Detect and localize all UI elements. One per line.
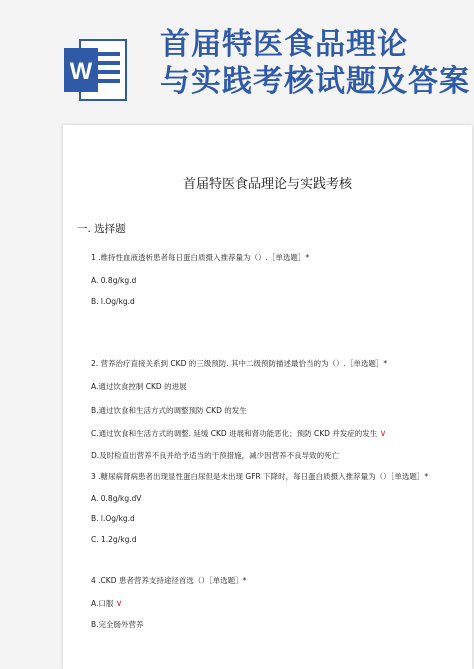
question-2-option-c-text: C.通过饮食和生活方式的调整. 延缓 CKD 进展和肾功能恶化；预防 CKD 并发症的发生: [91, 429, 378, 438]
section-heading: 一. 选择题: [77, 223, 126, 235]
question-4-option-b: B.完全肠外营养: [91, 620, 144, 629]
question-3-option-c: C. 1.2g/kg.d: [91, 535, 137, 544]
question-2-option-a: A.通过饮食控制 CKD 的进展: [91, 382, 187, 391]
question-1-option-a: A. 0.8g/kg.d: [91, 276, 137, 285]
question-2-option-c: [91, 428, 386, 439]
question-3-option-a: A. 0.8g/kg.dV: [91, 494, 142, 503]
question-3-stem: 3 .糖尿病肾病患者出现显性蛋白尿但是未出现 GFR 下降时，每日蛋白质摄入推荐量为（）［单选题］*: [91, 472, 429, 481]
question-2-option-b: B.通过饮食和生活方式的调整预防 CKD 的发生: [91, 406, 247, 415]
question-1-stem: 1 .维持性血液透析患者每日蛋白质摄入推荐量为（）.［单选题］*: [91, 253, 310, 262]
question-3-option-b: B. l.Og/kg.d: [91, 514, 135, 523]
question-2-stem: 2. 营养治疗直接关系到 CKD 的三级预防. 其中二级预防描述最恰当的为（）.［单选题］*: [91, 359, 388, 368]
word-document-icon: [62, 38, 130, 102]
banner-title-line2: 与实践考核试题及答案: [160, 64, 470, 99]
question-4-option-a-text: A.口服: [91, 599, 114, 608]
banner-title: [160, 26, 470, 100]
question-4-option-a: [91, 598, 122, 609]
word-icon-letter: W: [69, 58, 93, 85]
document-page: [63, 125, 472, 669]
answer-check-mark: ∨: [379, 429, 387, 439]
answer-check-mark: ∨: [115, 599, 123, 609]
document-title: 首届特医食品理论与实践考核: [182, 177, 352, 192]
question-1-option-b: B. l.Og/kg.d: [91, 297, 135, 306]
header-banner: [0, 0, 474, 112]
question-4-stem: 4 .CKD 患者营养支持途径首选（）［单选题］*: [91, 576, 247, 585]
banner-title-line1: 首届特医食品理论: [160, 27, 408, 62]
question-2-option-d: D.及时检直出营养不良并给予适当的干预措施，减少因营养不良导致的死亡: [91, 451, 340, 460]
